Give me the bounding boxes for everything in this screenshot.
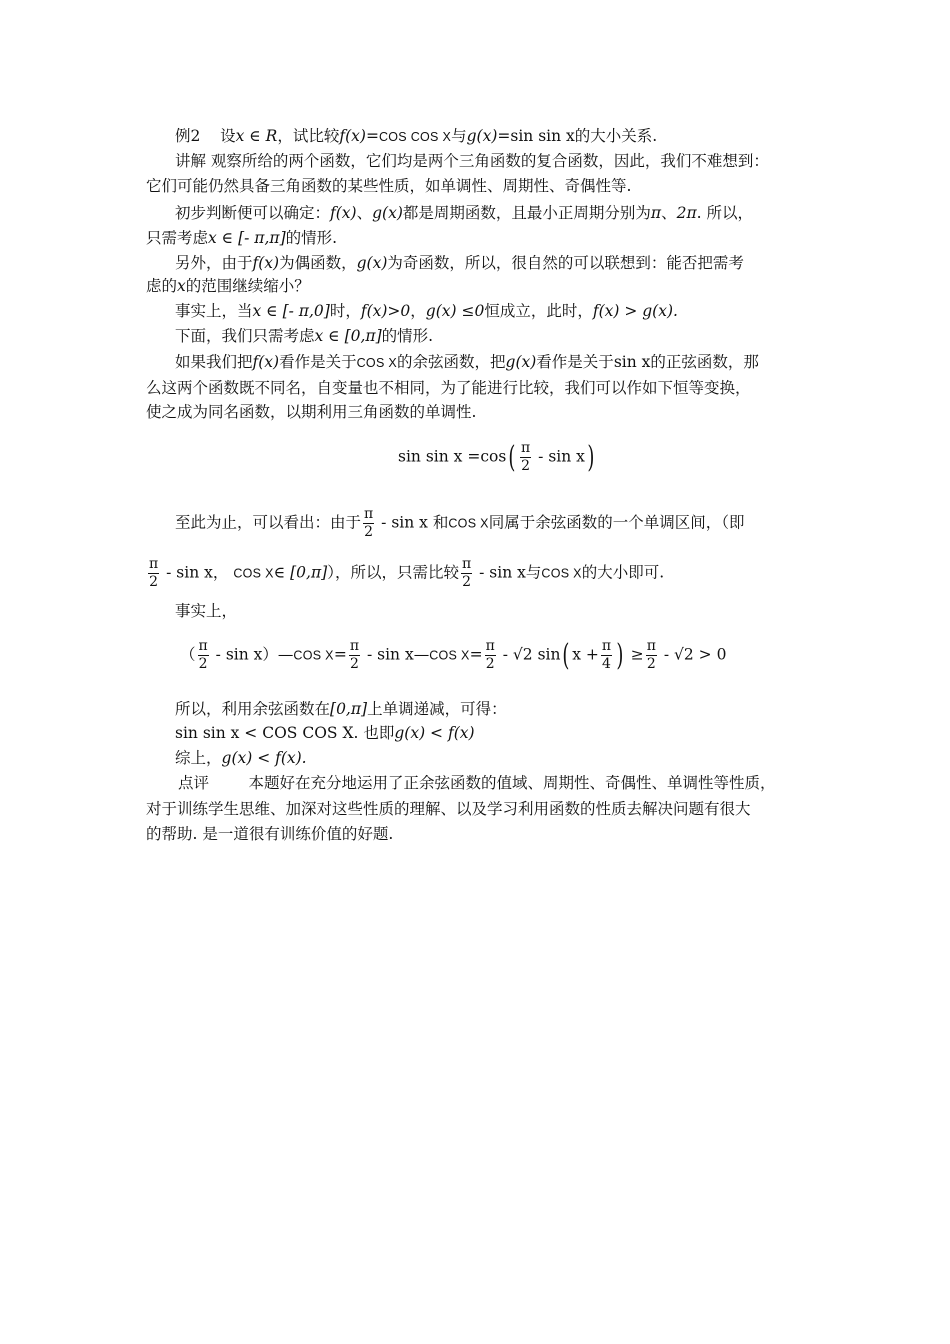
fraction-pi-over-2: $\frac{\pi}{2}$ — [521, 440, 531, 474]
parity-line-2: 虑的x的范围继续缩小？ — [146, 277, 310, 295]
summary-line: 综上，g(x) < f(x). — [175, 749, 307, 767]
period-line-1: 初步判断便可以确定：f(x)、g(x)都是周期函数，且最小正周期分别为π、2π. 所以， — [175, 204, 754, 222]
equation-comparison: （ $\frac{\pi}{2}$ - sin x）—COS X= $\frac{\pi}{2}$ - sin x—COS X= $\frac{\pi}{2}$ - √2 sin( x + $\frac{\pi}{4}$ ) ≥ $\frac{\pi}{2}$ - √2 > 0 — [180, 637, 727, 673]
example-statement: 例2 设x ∈ R，试比较f(x)=COS COS X与g(x)=sin sin x的大小关系. — [175, 127, 658, 145]
equation-identity: sin sin x =cos( $\frac{\pi}{2}$ - sin x) — [398, 439, 595, 475]
positive-interval-line: 下面，我们只需考虑x ∈ [0,π]的情形. — [175, 327, 434, 345]
comment-label: 点评 — [178, 774, 210, 792]
comment-line-3: 的帮助. 是一道很有训练价值的好题. — [146, 825, 394, 843]
comment-line-1: 点评 本题好在充分地运用了正余弦函数的值域、周期性、奇偶性、单调性等性质， — [178, 774, 776, 792]
inequality-line: sin sin x < COS COS X. 也即g(x) < f(x) — [175, 724, 475, 742]
transform-line-1: 如果我们把f(x)看作是关于COS X的余弦函数，把g(x)看作是关于sin x的正弦函数，那 — [175, 353, 759, 371]
comment-line-2: 对于训练学生思维、加深对这些性质的理解、以及学习利用函数的性质去解决问题有很大 — [146, 800, 751, 818]
example-label: 例2 — [175, 127, 201, 145]
math-x-in-r: x ∈ R — [235, 127, 278, 145]
period-line-2: 只需考虑x ∈ [- π,π]的情形. — [146, 229, 338, 247]
transform-line-2: 么这两个函数既不同名，自变量也不相同，为了能进行比较，我们可以作如下恒等变换， — [146, 379, 751, 397]
in-fact-line: 事实上， — [175, 602, 238, 620]
parity-line-1: 另外，由于f(x)为偶函数，g(x)为奇函数，所以，很自然的可以联想到：能否把需考 — [175, 254, 744, 272]
monotonic-line-1: 至此为止，可以看出：由于 $\frac{\pi}{2}$ - sin x 和COS X同属于余弦函数的一个单调区间，（即 — [175, 506, 745, 540]
explanation-line-1: 讲解 观察所给的两个函数，它们均是两个三角函数的复合函数，因此，我们不难想到： — [175, 152, 769, 170]
negative-interval-line: 事实上，当x ∈ [- π,0]时，f(x)>0，g(x) ≤0恒成立，此时，f(x) > g(x). — [175, 302, 678, 320]
decreasing-line: 所以，利用余弦函数在[0,π]上单调递减，可得： — [175, 700, 507, 718]
transform-line-3: 使之成为同名函数，以期利用三角函数的单调性. — [146, 403, 477, 421]
explanation-line-2: 它们可能仍然具备三角函数的某些性质，如单调性、周期性、奇偶性等. — [146, 177, 632, 195]
monotonic-line-2: $\frac{\pi}{2}$ - sin x， COS X∈ [0,π]），所以，只需比较 $\frac{\pi}{2}$ - sin x与COS X的大小即可. — [149, 556, 665, 590]
